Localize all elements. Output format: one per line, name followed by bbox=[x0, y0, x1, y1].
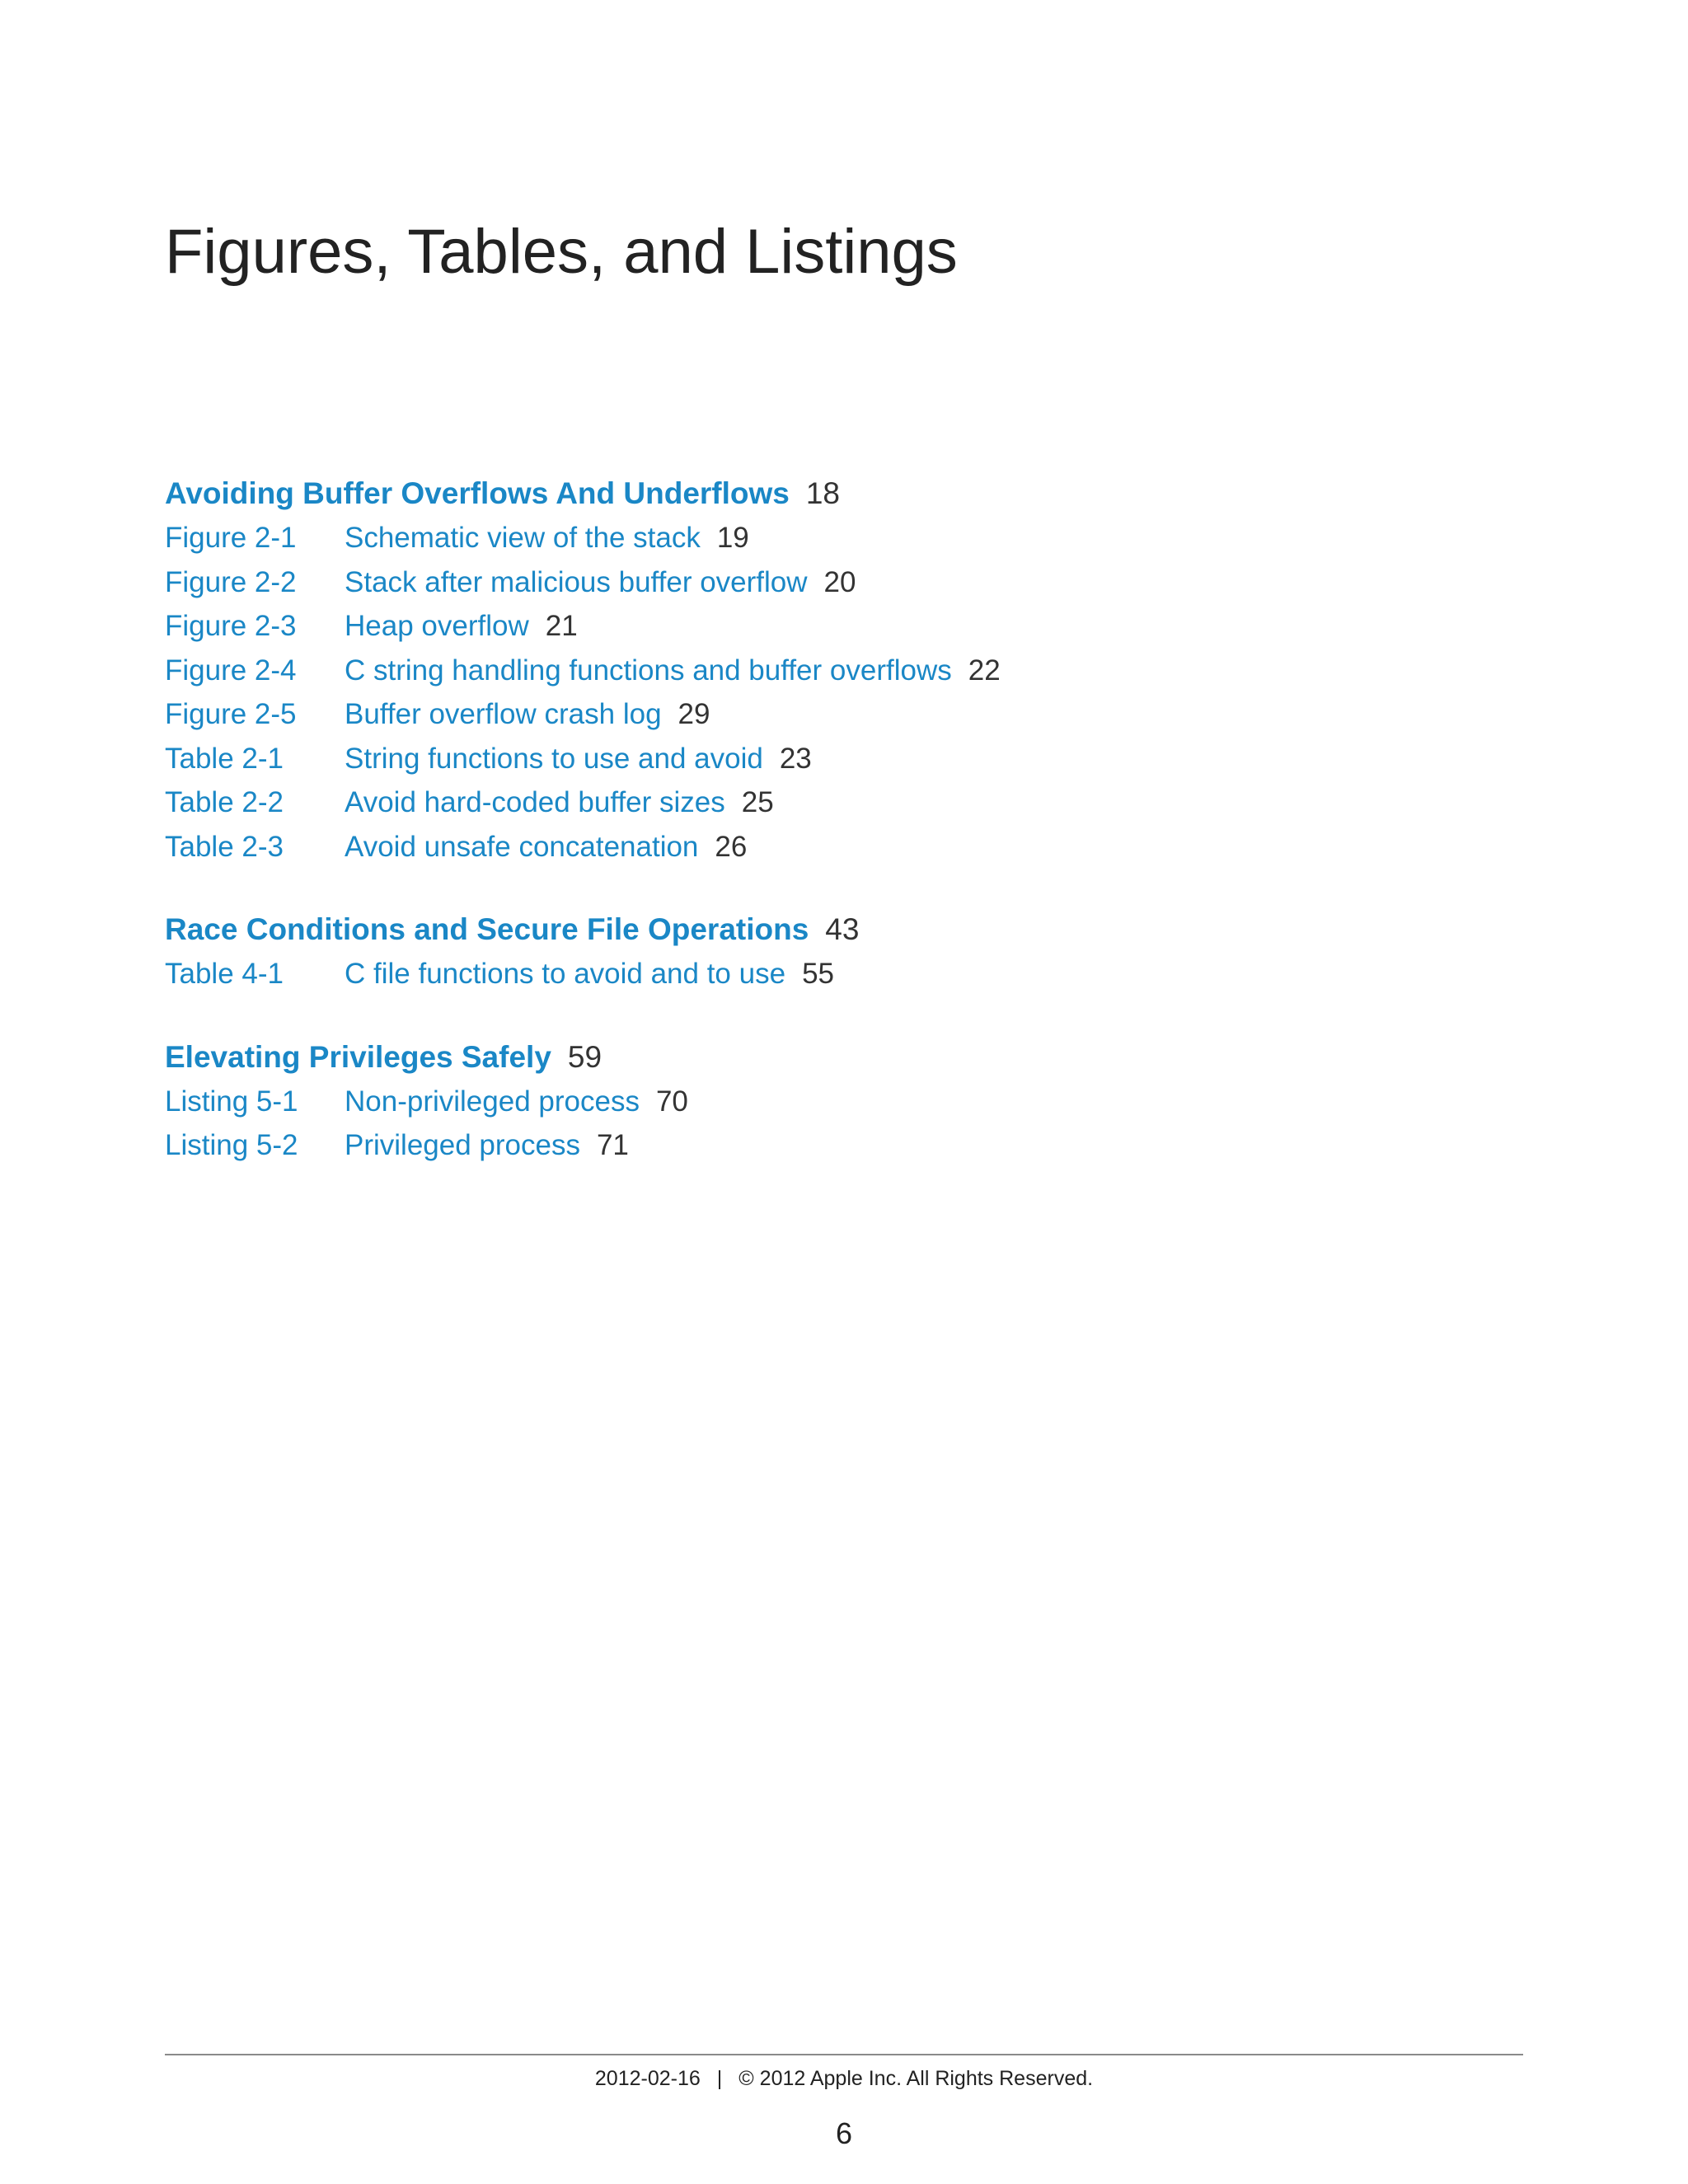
footer bbox=[0, 2067, 1688, 2091]
toc-entry[interactable] bbox=[165, 560, 1484, 605]
toc-entry[interactable] bbox=[165, 516, 1484, 560]
toc-section bbox=[165, 471, 1484, 869]
toc-entry[interactable] bbox=[165, 649, 1484, 693]
toc-entry[interactable] bbox=[165, 825, 1484, 869]
toc-entry-label[interactable]: Figure 2-1 bbox=[165, 522, 297, 554]
toc-entry-title[interactable]: C string handling functions and buffer overflows bbox=[345, 654, 952, 687]
footer-separator: | bbox=[716, 2067, 723, 2090]
toc-section-title[interactable]: Avoiding Buffer Overflows And Underflows bbox=[165, 476, 790, 510]
footer-date: 2012-02-16 bbox=[594, 2067, 701, 2090]
toc-entry-page: 29 bbox=[678, 698, 710, 730]
toc-entry-title[interactable]: Schematic view of the stack bbox=[345, 522, 701, 554]
toc-entry-title[interactable]: Heap overflow bbox=[345, 610, 529, 642]
footer-copyright: © 2012 Apple Inc. All Rights Reserved. bbox=[738, 2067, 1094, 2090]
toc-entry-page: 21 bbox=[545, 610, 578, 642]
toc-section-heading[interactable] bbox=[165, 471, 1484, 516]
toc-entry-title[interactable]: Stack after malicious buffer overflow bbox=[345, 565, 808, 598]
toc-entry-page: 20 bbox=[823, 565, 856, 598]
toc-section bbox=[165, 1035, 1484, 1168]
toc-entry-label[interactable]: Listing 5-2 bbox=[165, 1129, 298, 1161]
toc-entry-title[interactable]: Non-privileged process bbox=[345, 1085, 640, 1118]
toc-entry-title[interactable]: C file functions to avoid and to use bbox=[345, 958, 786, 990]
toc-entry-label[interactable]: Table 2-3 bbox=[165, 830, 284, 863]
toc-entry-title[interactable]: Avoid unsafe concatenation bbox=[345, 830, 699, 863]
toc-entry-label[interactable]: Listing 5-1 bbox=[165, 1085, 298, 1118]
toc-entry[interactable] bbox=[165, 737, 1484, 781]
toc-section-page: 59 bbox=[567, 1039, 603, 1074]
toc-entry-page: 22 bbox=[968, 654, 1001, 687]
toc-entry[interactable] bbox=[165, 1080, 1484, 1124]
toc-entry[interactable] bbox=[165, 604, 1484, 649]
toc-section-page: 43 bbox=[825, 912, 860, 946]
page-number: 6 bbox=[835, 2116, 853, 2150]
toc-entry-title[interactable]: String functions to use and avoid bbox=[345, 742, 763, 775]
toc-entry[interactable] bbox=[165, 1123, 1484, 1168]
toc-entry-label[interactable]: Table 2-1 bbox=[165, 742, 284, 775]
toc-entry-label[interactable]: Figure 2-5 bbox=[165, 698, 297, 730]
toc-entry-page: 71 bbox=[596, 1129, 629, 1161]
footer-divider bbox=[165, 2054, 1523, 2055]
toc-entry-title[interactable]: Buffer overflow crash log bbox=[345, 698, 662, 730]
toc-entry-title[interactable]: Privileged process bbox=[345, 1129, 580, 1161]
toc-entry[interactable] bbox=[165, 780, 1484, 825]
toc-entry-label[interactable]: Figure 2-2 bbox=[165, 565, 297, 598]
toc-section-title[interactable]: Elevating Privileges Safely bbox=[165, 1039, 551, 1074]
toc-entry-label[interactable]: Figure 2-3 bbox=[165, 610, 297, 642]
toc-section-page: 18 bbox=[805, 476, 841, 510]
toc-entry-title[interactable]: Avoid hard-coded buffer sizes bbox=[345, 786, 725, 818]
toc-entry-label[interactable]: Figure 2-4 bbox=[165, 654, 297, 687]
toc-section bbox=[165, 907, 1484, 996]
toc-entry-page: 19 bbox=[716, 522, 749, 554]
toc-entry-label[interactable]: Table 4-1 bbox=[165, 958, 284, 990]
toc-section-title[interactable]: Race Conditions and Secure File Operations bbox=[165, 912, 809, 946]
toc-section-heading[interactable] bbox=[165, 1035, 1484, 1080]
toc-entry[interactable] bbox=[165, 952, 1484, 996]
toc-entry-label[interactable]: Table 2-2 bbox=[165, 786, 284, 818]
toc-entry[interactable] bbox=[165, 692, 1484, 737]
table-of-contents bbox=[165, 471, 1484, 1207]
toc-entry-page: 55 bbox=[802, 958, 834, 990]
toc-entry-page: 25 bbox=[741, 786, 774, 818]
toc-entry-page: 26 bbox=[715, 830, 748, 863]
toc-section-heading[interactable] bbox=[165, 907, 1484, 952]
toc-entry-page: 23 bbox=[779, 742, 812, 775]
toc-entry-page: 70 bbox=[655, 1085, 688, 1118]
page-title: Figures, Tables, and Listings bbox=[165, 217, 958, 287]
